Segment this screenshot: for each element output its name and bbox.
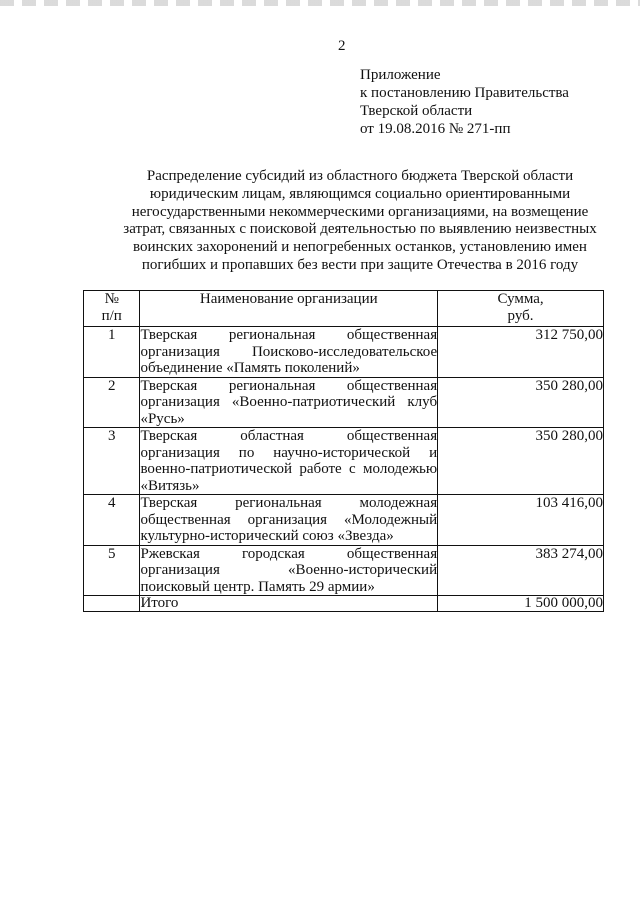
total-number-cell — [84, 596, 140, 612]
header-name: Наименование организации — [140, 291, 438, 327]
total-label: Итого — [140, 596, 438, 612]
row-organization: Тверская региональная общественная организация Поисково-исследовательское объединение «Память поколений» — [140, 327, 438, 376]
appendix-block — [360, 66, 569, 138]
row-sum: 383 274,00 — [438, 545, 604, 596]
row-number: 5 — [84, 545, 140, 596]
document-title — [80, 168, 640, 275]
scan-edge-artifact — [0, 0, 640, 6]
title-line: воинских захоронений и непогребенных останков, установлению имен — [133, 239, 587, 256]
row-organization: Ржевская городская общественная организация «Военно-исторический поисковый центр. Память 29 армии» — [140, 545, 438, 595]
row-sum: 103 416,00 — [438, 495, 604, 546]
table-row — [84, 428, 604, 495]
title-line: погибших и пропавших без вести при защите Отечества в 2016 году — [141, 256, 579, 273]
total-sum: 1 500 000,00 — [438, 596, 604, 612]
header-sum-line: руб. — [507, 307, 534, 324]
page-number: 2 — [338, 38, 346, 54]
table-row — [84, 545, 604, 596]
title-line: юридическим лицам, являющимся социально ориентированными — [149, 185, 571, 202]
row-sum: 312 750,00 — [438, 327, 604, 378]
appendix-line: от 19.08.2016 № 271-пп — [360, 121, 511, 137]
table-row — [84, 327, 604, 378]
appendix-line: Тверской области — [360, 103, 473, 119]
subsidies-table — [83, 290, 604, 612]
table-header-row — [84, 291, 604, 327]
row-sum: 350 280,00 — [438, 428, 604, 495]
header-number — [84, 291, 140, 327]
header-number-line: № — [104, 291, 119, 307]
row-sum: 350 280,00 — [438, 377, 604, 428]
title-line: негосударственными некоммерческими организациями, на возмещение — [131, 203, 589, 220]
row-number: 2 — [84, 377, 140, 428]
header-sum-line: Сумма, — [497, 291, 544, 307]
appendix-line: к постановлению Правительства — [360, 85, 569, 101]
row-organization: Тверская областная общественная организация по научно-исторической и военно-патриотической работе с молодежью «Витязь» — [140, 428, 438, 494]
row-organization: Тверская региональная молодежная общественная организация «Молодежный культурно-исторический союз «Звезда» — [140, 495, 438, 544]
table-row — [84, 495, 604, 546]
row-organization: Тверская региональная общественная организация «Военно-патриотический клуб «Русь» — [140, 377, 438, 427]
header-number-line: п/п — [101, 307, 122, 324]
row-number: 3 — [84, 428, 140, 495]
appendix-line: Приложение — [360, 67, 441, 83]
row-number: 4 — [84, 495, 140, 546]
table-row — [84, 377, 604, 428]
row-number: 1 — [84, 327, 140, 378]
header-sum — [438, 291, 604, 327]
title-line: Распределение субсидий из областного бюджета Тверской области — [146, 168, 574, 184]
table-total-row — [84, 596, 604, 612]
title-line: затрат, связанных с поисковой деятельностью по выявлению неизвестных — [123, 221, 597, 238]
